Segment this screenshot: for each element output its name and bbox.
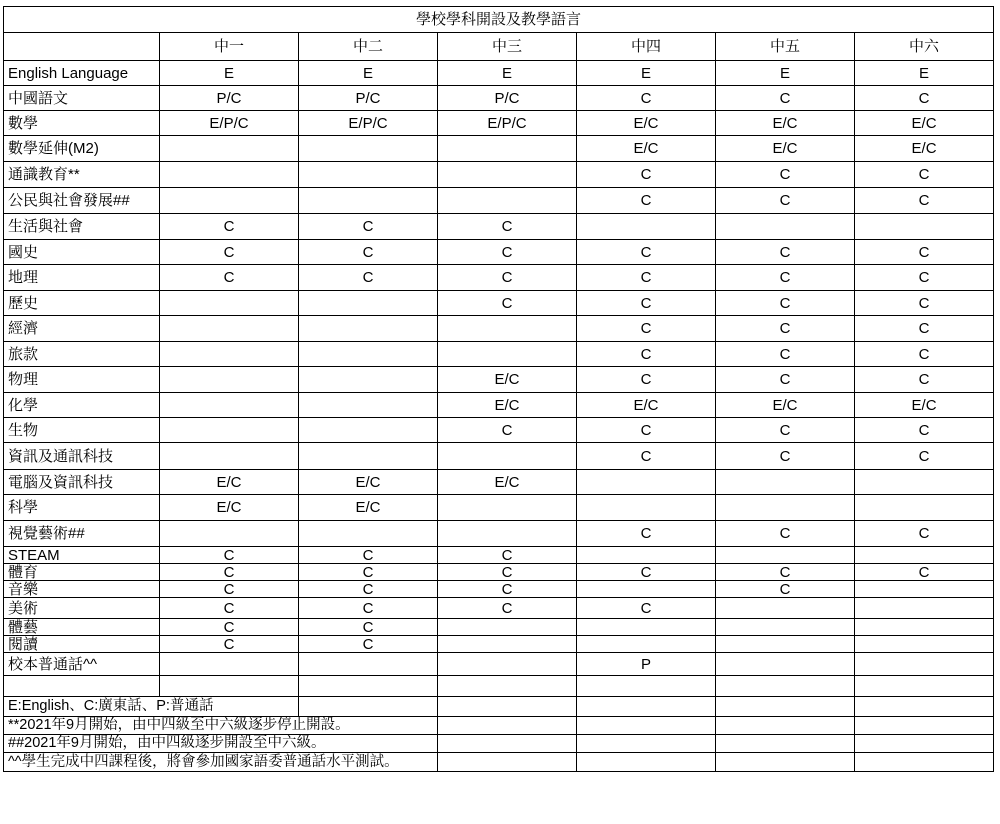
- language-cell: C: [577, 265, 716, 291]
- language-cell: E/P/C: [160, 111, 299, 136]
- language-cell: C: [577, 342, 716, 367]
- empty-cell: [577, 753, 716, 772]
- table-row: [4, 418, 994, 443]
- subject-name: 視覺藝術##: [4, 521, 160, 547]
- language-cell: [438, 342, 577, 367]
- language-cell: [716, 636, 855, 653]
- language-cell: [577, 547, 716, 564]
- table-row: [4, 636, 994, 653]
- language-cell: [160, 188, 299, 214]
- header-cell-s5: 中五: [716, 33, 855, 61]
- language-cell: C: [577, 316, 716, 342]
- table-row: [4, 443, 994, 470]
- table-row: [4, 61, 994, 86]
- language-cell: C: [438, 214, 577, 240]
- language-cell: [855, 495, 994, 521]
- language-cell: C: [855, 291, 994, 316]
- subject-name: 美術: [4, 598, 160, 619]
- language-cell: E/C: [299, 495, 438, 521]
- table-row: [4, 393, 994, 418]
- header-cell-s6: 中六: [855, 33, 994, 61]
- table-row: [4, 291, 994, 316]
- subject-language-table: [3, 6, 994, 772]
- language-cell: C: [577, 521, 716, 547]
- empty-cell: [577, 735, 716, 753]
- language-cell: [299, 653, 438, 676]
- note-text: E:English、C:廣東話、P:普通話: [4, 697, 299, 717]
- language-cell: [716, 676, 855, 697]
- subject-name: 體育: [4, 564, 160, 581]
- table-row: [4, 136, 994, 162]
- language-cell: C: [577, 598, 716, 619]
- language-cell: [716, 619, 855, 636]
- language-cell: E/C: [716, 136, 855, 162]
- language-cell: C: [299, 265, 438, 291]
- empty-cell: [438, 717, 577, 735]
- language-cell: [299, 418, 438, 443]
- language-cell: C: [438, 418, 577, 443]
- table-row: [4, 653, 994, 676]
- language-cell: C: [438, 265, 577, 291]
- language-cell: [160, 393, 299, 418]
- table-row: [4, 214, 994, 240]
- language-cell: [855, 547, 994, 564]
- language-cell: C: [855, 342, 994, 367]
- empty-cell: [716, 697, 855, 717]
- language-cell: [716, 470, 855, 495]
- language-cell: C: [716, 316, 855, 342]
- subject-name: 旅款: [4, 342, 160, 367]
- subject-name: 科學: [4, 495, 160, 521]
- language-cell: [577, 214, 716, 240]
- language-cell: E/C: [577, 111, 716, 136]
- language-cell: E/C: [438, 367, 577, 393]
- subject-language-table-page: [3, 6, 994, 772]
- empty-cell: [716, 735, 855, 753]
- language-cell: [160, 291, 299, 316]
- language-cell: C: [160, 214, 299, 240]
- subject-name: 資訊及通訊科技: [4, 443, 160, 470]
- language-cell: C: [577, 240, 716, 265]
- language-cell: C: [160, 619, 299, 636]
- language-cell: C: [716, 564, 855, 581]
- subject-name: 數學延伸(M2): [4, 136, 160, 162]
- language-cell: C: [855, 521, 994, 547]
- note-text: ^^學生完成中四課程後，將會參加國家語委普通話水平測試。: [4, 753, 438, 772]
- language-cell: C: [299, 598, 438, 619]
- empty-cell: [577, 697, 716, 717]
- language-cell: E: [299, 61, 438, 86]
- language-cell: C: [299, 619, 438, 636]
- subject-name: 閱讀: [4, 636, 160, 653]
- empty-cell: [855, 735, 994, 753]
- language-cell: C: [299, 547, 438, 564]
- language-cell: E/C: [577, 136, 716, 162]
- language-cell: [577, 581, 716, 598]
- language-cell: [716, 653, 855, 676]
- language-cell: C: [855, 418, 994, 443]
- language-cell: [160, 136, 299, 162]
- language-cell: [160, 342, 299, 367]
- language-cell: E: [716, 61, 855, 86]
- subject-name: English Language: [4, 61, 160, 86]
- subject-name: 電腦及資訊科技: [4, 470, 160, 495]
- empty-cell: [855, 697, 994, 717]
- language-cell: [299, 188, 438, 214]
- empty-cell: [438, 753, 577, 772]
- language-cell: E/C: [160, 495, 299, 521]
- note-row: [4, 753, 994, 772]
- subject-name: 國史: [4, 240, 160, 265]
- language-cell: C: [716, 367, 855, 393]
- language-cell: C: [577, 443, 716, 470]
- language-cell: C: [716, 291, 855, 316]
- table-row: [4, 367, 994, 393]
- table-title: 學校學科開設及教學語言: [4, 7, 994, 33]
- table-row: [4, 342, 994, 367]
- language-cell: E/C: [577, 393, 716, 418]
- language-cell: [438, 676, 577, 697]
- language-cell: C: [855, 265, 994, 291]
- language-cell: C: [160, 265, 299, 291]
- table-row: [4, 265, 994, 291]
- language-cell: C: [855, 367, 994, 393]
- language-cell: C: [438, 240, 577, 265]
- subject-name: 經濟: [4, 316, 160, 342]
- language-cell: C: [855, 443, 994, 470]
- empty-cell: [855, 753, 994, 772]
- subject-name: 公民與社會發展##: [4, 188, 160, 214]
- language-cell: C: [716, 443, 855, 470]
- language-cell: [160, 443, 299, 470]
- language-cell: [716, 495, 855, 521]
- language-cell: [438, 162, 577, 188]
- table-row: [4, 111, 994, 136]
- header-cell-s2: 中二: [299, 33, 438, 61]
- language-cell: [160, 418, 299, 443]
- language-cell: C: [716, 342, 855, 367]
- language-cell: [438, 521, 577, 547]
- subject-name: 數學: [4, 111, 160, 136]
- language-cell: C: [438, 581, 577, 598]
- language-cell: [855, 598, 994, 619]
- language-cell: [438, 653, 577, 676]
- language-cell: [299, 136, 438, 162]
- language-cell: [438, 495, 577, 521]
- language-cell: C: [855, 240, 994, 265]
- language-cell: [716, 214, 855, 240]
- subject-name: 通識教育**: [4, 162, 160, 188]
- language-cell: C: [299, 636, 438, 653]
- language-cell: P: [577, 653, 716, 676]
- language-cell: E/C: [716, 393, 855, 418]
- subject-name: 生物: [4, 418, 160, 443]
- language-cell: C: [577, 162, 716, 188]
- language-cell: C: [160, 636, 299, 653]
- note-row: [4, 735, 994, 753]
- header-cell-s3: 中三: [438, 33, 577, 61]
- note-text: ##2021年9月開始，由中四級逐步開設至中六級。: [4, 735, 438, 753]
- language-cell: C: [438, 291, 577, 316]
- subject-name: [4, 676, 160, 697]
- empty-cell: [855, 717, 994, 735]
- language-cell: C: [160, 240, 299, 265]
- language-cell: C: [716, 521, 855, 547]
- language-cell: E/C: [855, 136, 994, 162]
- table-row: [4, 495, 994, 521]
- language-cell: C: [577, 86, 716, 111]
- language-cell: [855, 470, 994, 495]
- language-cell: C: [716, 240, 855, 265]
- table-row: [4, 470, 994, 495]
- table-row: [4, 581, 994, 598]
- language-cell: [855, 214, 994, 240]
- subject-name: 物理: [4, 367, 160, 393]
- subject-name: 歷史: [4, 291, 160, 316]
- language-cell: E/C: [299, 470, 438, 495]
- language-cell: C: [716, 162, 855, 188]
- header-cell-blank: [4, 33, 160, 61]
- language-cell: C: [855, 188, 994, 214]
- language-cell: [855, 581, 994, 598]
- language-cell: [438, 443, 577, 470]
- language-cell: [577, 636, 716, 653]
- table-row: [4, 598, 994, 619]
- language-cell: E/C: [855, 111, 994, 136]
- language-cell: C: [299, 564, 438, 581]
- language-cell: C: [716, 418, 855, 443]
- language-cell: E/P/C: [438, 111, 577, 136]
- empty-cell: [716, 753, 855, 772]
- language-cell: [577, 619, 716, 636]
- language-cell: [438, 636, 577, 653]
- language-cell: C: [577, 291, 716, 316]
- language-cell: [577, 676, 716, 697]
- language-cell: E/C: [438, 470, 577, 495]
- language-cell: E/P/C: [299, 111, 438, 136]
- language-cell: [438, 619, 577, 636]
- subject-name: 音樂: [4, 581, 160, 598]
- language-cell: [855, 653, 994, 676]
- title-row: [4, 7, 994, 33]
- language-cell: [299, 521, 438, 547]
- language-cell: [855, 636, 994, 653]
- language-cell: [299, 393, 438, 418]
- header-cell-s1: 中一: [160, 33, 299, 61]
- language-cell: C: [855, 316, 994, 342]
- language-cell: C: [438, 598, 577, 619]
- subject-name: 化學: [4, 393, 160, 418]
- language-cell: C: [160, 564, 299, 581]
- subject-name: 體藝: [4, 619, 160, 636]
- language-cell: [855, 676, 994, 697]
- note-text: **2021年9月開始，由中四級至中六級逐步停止開設。: [4, 717, 438, 735]
- table-row: [4, 547, 994, 564]
- language-cell: C: [716, 581, 855, 598]
- subject-name: 生活與社會: [4, 214, 160, 240]
- language-cell: C: [577, 418, 716, 443]
- language-cell: E: [577, 61, 716, 86]
- empty-cell: [577, 717, 716, 735]
- language-cell: P/C: [438, 86, 577, 111]
- table-row: [4, 521, 994, 547]
- language-cell: C: [299, 581, 438, 598]
- language-cell: E/C: [716, 111, 855, 136]
- language-cell: [160, 316, 299, 342]
- table-row: [4, 316, 994, 342]
- language-cell: [438, 316, 577, 342]
- language-cell: [438, 188, 577, 214]
- table-row: [4, 676, 994, 697]
- note-row: [4, 717, 994, 735]
- language-cell: C: [716, 265, 855, 291]
- table-row: [4, 564, 994, 581]
- language-cell: [577, 470, 716, 495]
- language-cell: P/C: [160, 86, 299, 111]
- language-cell: C: [438, 564, 577, 581]
- table-row: [4, 86, 994, 111]
- language-cell: [160, 676, 299, 697]
- language-cell: [716, 547, 855, 564]
- note-row: [4, 697, 994, 717]
- language-cell: C: [160, 598, 299, 619]
- language-cell: C: [716, 86, 855, 111]
- subject-name: 中國語文: [4, 86, 160, 111]
- table-row: [4, 240, 994, 265]
- language-cell: E: [438, 61, 577, 86]
- language-cell: [160, 162, 299, 188]
- header-row: [4, 33, 994, 61]
- language-cell: [299, 291, 438, 316]
- empty-cell: [716, 717, 855, 735]
- subject-name: STEAM: [4, 547, 160, 564]
- language-cell: C: [855, 86, 994, 111]
- language-cell: C: [855, 162, 994, 188]
- language-cell: [855, 619, 994, 636]
- language-cell: E: [160, 61, 299, 86]
- language-cell: [299, 342, 438, 367]
- language-cell: [160, 653, 299, 676]
- language-cell: [438, 136, 577, 162]
- empty-cell: [299, 697, 438, 717]
- language-cell: C: [716, 188, 855, 214]
- language-cell: C: [299, 240, 438, 265]
- language-cell: [577, 495, 716, 521]
- language-cell: C: [577, 367, 716, 393]
- language-cell: C: [160, 547, 299, 564]
- language-cell: E/C: [438, 393, 577, 418]
- language-cell: C: [438, 547, 577, 564]
- language-cell: C: [577, 188, 716, 214]
- header-cell-s4: 中四: [577, 33, 716, 61]
- language-cell: E/C: [160, 470, 299, 495]
- subject-name: 地理: [4, 265, 160, 291]
- language-cell: [716, 598, 855, 619]
- subject-name: 校本普通話^^: [4, 653, 160, 676]
- language-cell: E: [855, 61, 994, 86]
- language-cell: C: [577, 564, 716, 581]
- language-cell: [299, 676, 438, 697]
- language-cell: [160, 367, 299, 393]
- empty-cell: [438, 735, 577, 753]
- empty-cell: [438, 697, 577, 717]
- language-cell: [299, 316, 438, 342]
- language-cell: C: [855, 564, 994, 581]
- language-cell: P/C: [299, 86, 438, 111]
- table-row: [4, 162, 994, 188]
- table-row: [4, 188, 994, 214]
- language-cell: E/C: [855, 393, 994, 418]
- language-cell: [299, 162, 438, 188]
- language-cell: C: [160, 581, 299, 598]
- language-cell: [160, 521, 299, 547]
- language-cell: C: [299, 214, 438, 240]
- language-cell: [299, 367, 438, 393]
- table-row: [4, 619, 994, 636]
- language-cell: [299, 443, 438, 470]
